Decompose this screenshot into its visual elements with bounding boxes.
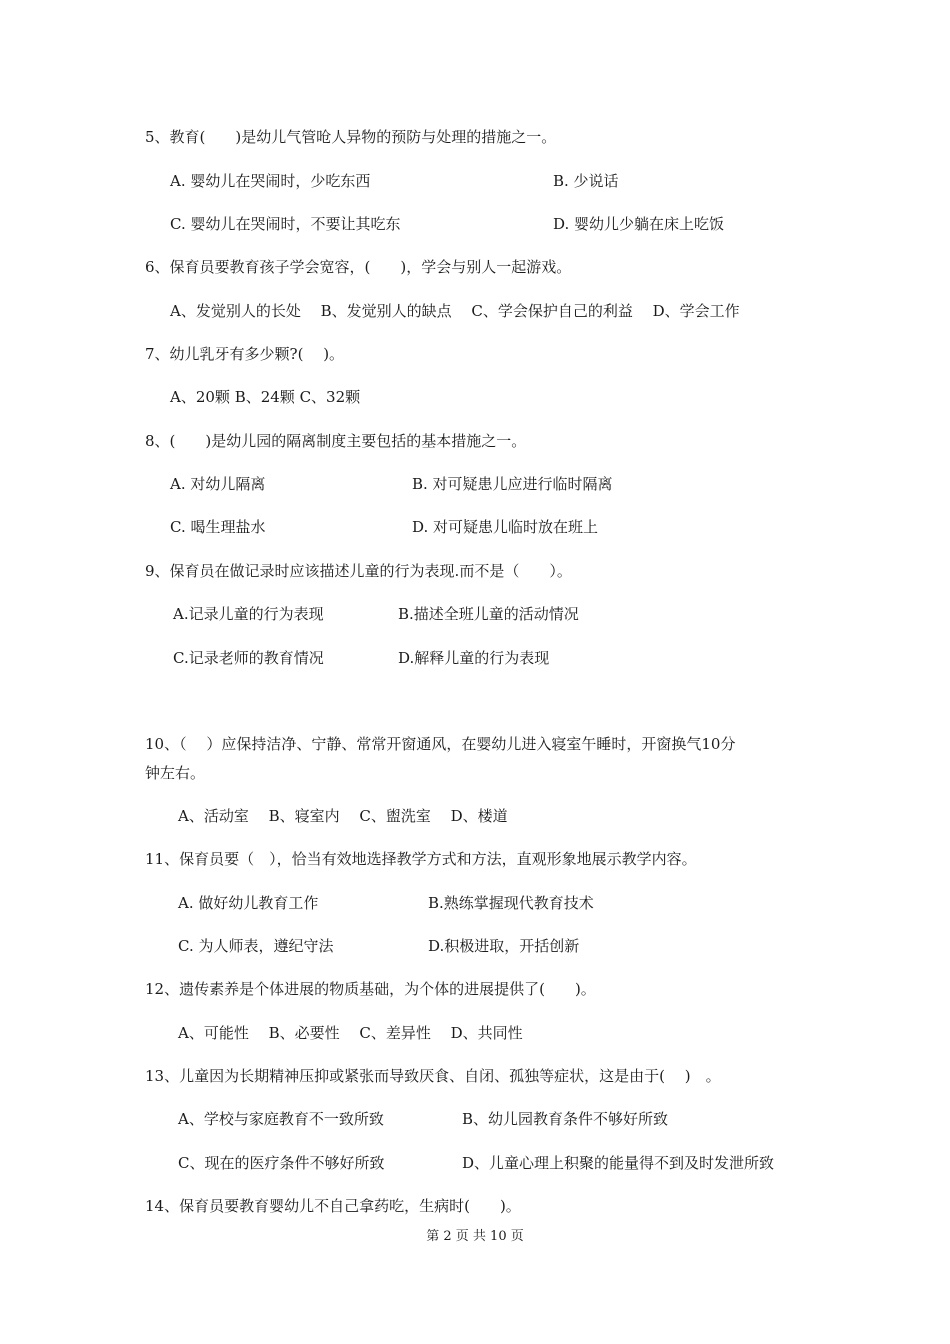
question-13-option-b: B、幼儿园教育条件不够好所致 bbox=[462, 1110, 669, 1128]
question-11-option-b: B.熟练掌握现代教育技术 bbox=[428, 894, 594, 912]
question-11-option-a: A. 做好幼儿教育工作 bbox=[178, 894, 319, 912]
question-10-stem-line-2: 钟左右。 bbox=[145, 764, 206, 782]
question-13-option-a: A、学校与家庭教育不一致所致 bbox=[178, 1110, 384, 1128]
question-10-options: A、活动室 B、寝室内 C、盥洗室 D、楼道 bbox=[178, 807, 508, 825]
question-8-option-d: D. 对可疑患儿临时放在班上 bbox=[412, 518, 599, 536]
question-9-option-c: C.记录老师的教育情况 bbox=[173, 649, 324, 667]
question-11-stem: 11、保育员要（ ），恰当有效地选择教学方式和方法，直观形象地展示教学内容。 bbox=[145, 850, 697, 868]
question-5-option-c: C. 婴幼儿在哭闹时，不要让其吃东 bbox=[170, 215, 401, 233]
question-10-stem-line-1: 10、（ ）应保持洁净、宁静、常常开窗通风，在婴幼儿进入寝室午睡时，开窗换气10分 bbox=[145, 735, 736, 753]
question-11-option-d: D.积极进取，开括创新 bbox=[428, 937, 580, 955]
question-13-option-c: C、现在的医疗条件不够好所致 bbox=[178, 1154, 385, 1172]
question-8-option-a: A. 对幼儿隔离 bbox=[170, 475, 266, 493]
question-6-options: A、发觉别人的长处 B、发觉别人的缺点 C、学会保护自己的利益 D、学会工作 bbox=[170, 302, 740, 320]
question-8-option-b: B. 对可疑患儿应进行临时隔离 bbox=[412, 475, 613, 493]
question-9-option-d: D.解释儿童的行为表现 bbox=[398, 649, 550, 667]
question-9-option-b: B.描述全班儿童的活动情况 bbox=[398, 605, 579, 623]
question-5-option-a: A. 婴幼儿在哭闹时，少吃东西 bbox=[170, 172, 371, 190]
question-11-option-c: C. 为人师表，遵纪守法 bbox=[178, 937, 334, 955]
question-12-stem: 12、遗传素养是个体进展的物质基础，为个体的进展提供了( )。 bbox=[145, 980, 596, 998]
question-5-stem: 5、教育( )是幼儿气管呛人异物的预防与处理的措施之一。 bbox=[145, 128, 557, 146]
question-7-options: A、20颗 B、24颗 C、32颗 bbox=[170, 388, 361, 406]
question-5-option-d: D. 婴幼儿少躺在床上吃饭 bbox=[553, 215, 725, 233]
question-6-stem: 6、保育员要教育孩子学会宽容，( )，学会与别人一起游戏。 bbox=[145, 258, 572, 276]
question-13-option-d: D、儿童心理上积聚的能量得不到及时发泄所致 bbox=[462, 1154, 775, 1172]
question-8-option-c: C. 喝生理盐水 bbox=[170, 518, 266, 536]
question-7-stem: 7、幼儿乳牙有多少颗?( )。 bbox=[145, 345, 345, 363]
question-5-option-b: B. 少说话 bbox=[553, 172, 619, 190]
page-number-footer: 第 2 页 共 10 页 bbox=[426, 1229, 524, 1244]
question-9-option-a: A.记录儿童的行为表现 bbox=[173, 605, 324, 623]
question-9-stem: 9、保育员在做记录时应该描述儿童的行为表现.而不是（ ）。 bbox=[145, 562, 572, 580]
question-14-stem: 14、保育员要教育婴幼儿不自己拿药吃，生病时( )。 bbox=[145, 1197, 521, 1215]
question-13-stem: 13、儿童因为长期精神压抑或紧张而导致厌食、自闭、孤独等症状，这是由于( ) 。 bbox=[145, 1067, 721, 1085]
question-8-stem: 8、( )是幼儿园的隔离制度主要包括的基本措施之一。 bbox=[145, 432, 527, 450]
question-12-options: A、可能性 B、必要性 C、差异性 D、共同性 bbox=[178, 1024, 523, 1042]
